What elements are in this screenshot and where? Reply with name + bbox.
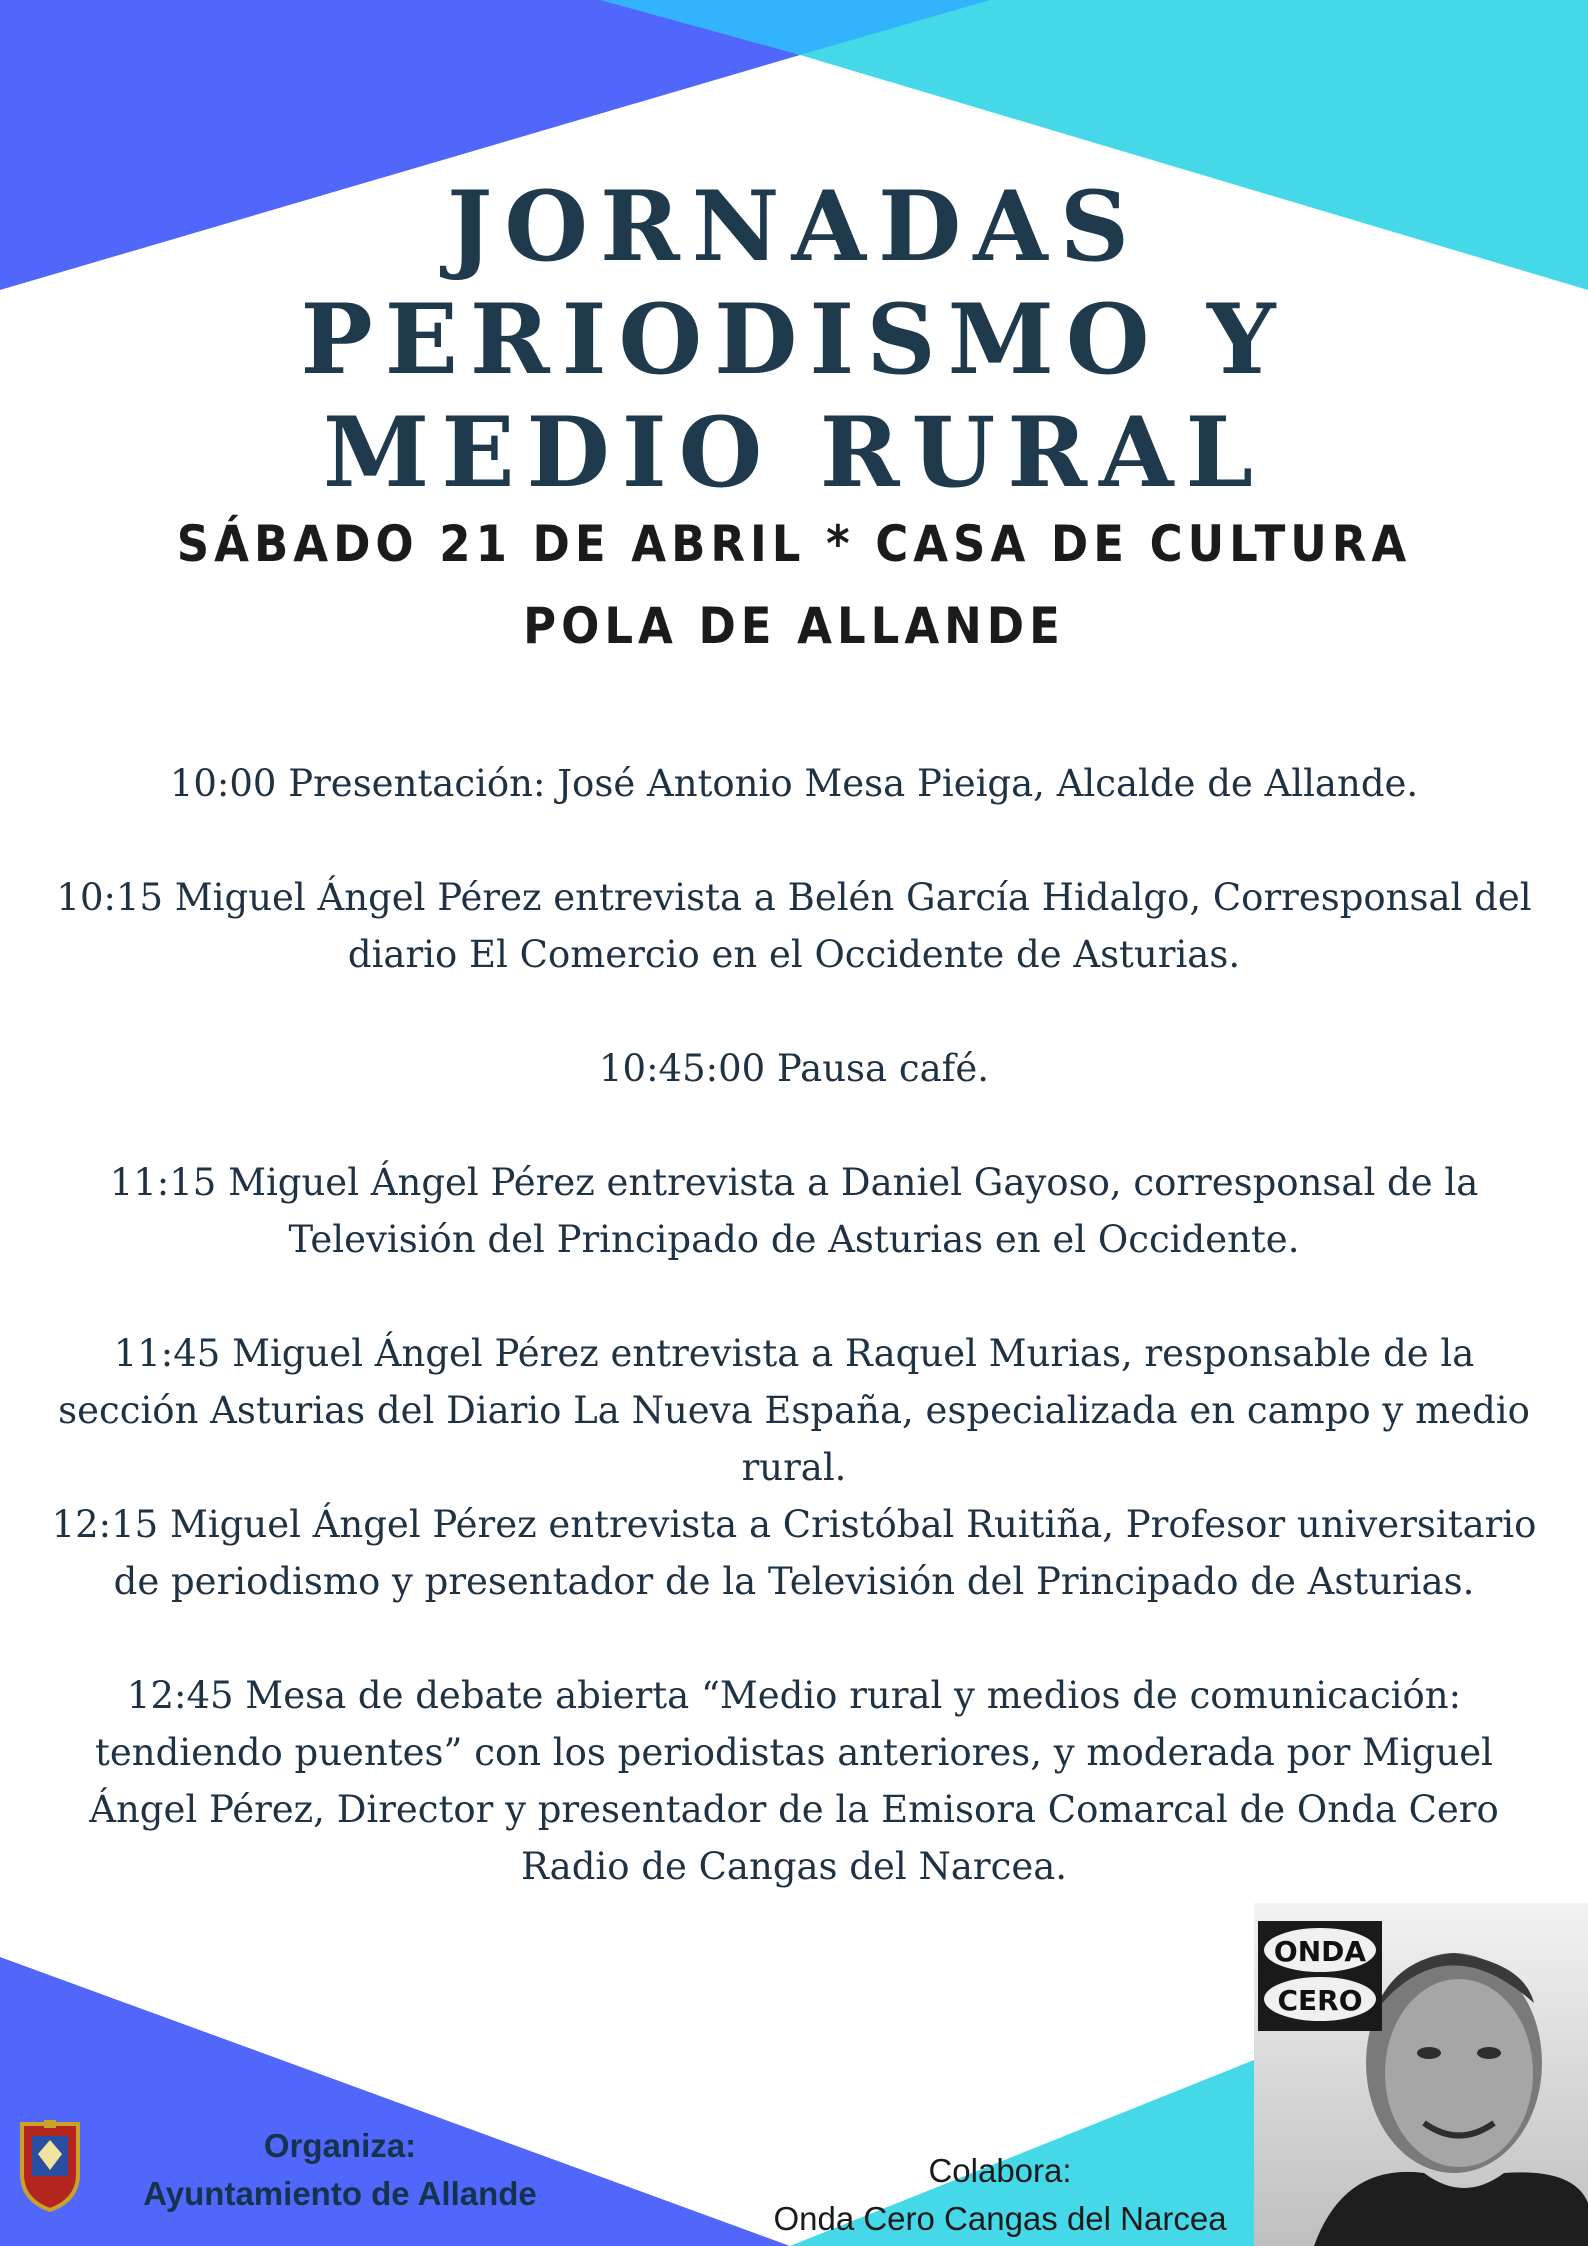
program-line: rural. xyxy=(741,1446,847,1489)
event-title-line-1: JORNADAS xyxy=(446,170,1142,283)
program-line: Radio de Cangas del Narcea. xyxy=(520,1845,1068,1888)
program-line: 11:45 Miguel Ángel Pérez entrevista a Raquel Murias, responsable de la xyxy=(113,1332,1475,1375)
presenter-portrait-photo xyxy=(1254,1903,1588,2246)
event-date-venue: SÁBADO 21 DE ABRIL * CASA DE CULTURA xyxy=(176,515,1412,573)
program-line: 12:15 Miguel Ángel Pérez entrevista a Cristóbal Ruitiña, Profesor universitario xyxy=(51,1503,1537,1546)
program-line: 12:45 Mesa de debate abierta “Medio rural y medios de comunicación: xyxy=(126,1674,1462,1717)
logo-text-cero: CERO xyxy=(1277,1984,1363,2017)
logo-text-onda: ONDA xyxy=(1273,1935,1367,1968)
program-line: 10:45:00 Pausa café. xyxy=(599,1047,989,1090)
program-item xyxy=(10,755,1578,812)
colabora-label: Colabora: xyxy=(928,2152,1072,2189)
program-line: Ángel Pérez, Director y presentador de la Emisora Comarcal de Onda Cero xyxy=(89,1788,1499,1831)
program-schedule xyxy=(10,755,1578,1895)
program-line: 11:15 Miguel Ángel Pérez entrevista a Daniel Gayoso, corresponsal de la xyxy=(109,1161,1479,1204)
program-item xyxy=(10,869,1578,983)
event-location: POLA DE ALLANDE xyxy=(523,597,1065,655)
program-item xyxy=(10,1496,1578,1610)
program-line: diario El Comercio en el Occidente de Asturias. xyxy=(347,933,1241,976)
collaborator-block xyxy=(740,2147,1260,2243)
program-line: 10:00 Presentación: José Antonio Mesa Pieiga, Alcalde de Allande. xyxy=(169,762,1419,805)
program-item xyxy=(10,1667,1578,1895)
program-line: de periodismo y presentador de la Televisión del Principado de Asturias. xyxy=(113,1560,1475,1603)
program-line: sección Asturias del Diario La Nueva España, especializada en campo y medio xyxy=(58,1389,1530,1432)
colabora-name: Onda Cero Cangas del Narcea xyxy=(773,2200,1227,2237)
program-line: tendiendo puentes” con los periodistas anteriores, y moderada por Miguel xyxy=(94,1731,1493,1774)
event-title-line-2: PERIODISMO Y xyxy=(300,283,1288,396)
event-title-line-3: MEDIO RURAL xyxy=(323,396,1265,509)
program-line: 10:15 Miguel Ángel Pérez entrevista a Belén García Hidalgo, Corresponsal del xyxy=(56,876,1532,919)
organiza-name: Ayuntamiento de Allande xyxy=(143,2175,537,2212)
organiza-label: Organiza: xyxy=(263,2127,417,2164)
program-line: Televisión del Principado de Asturias en el Occidente. xyxy=(288,1218,1300,1261)
coat-of-arms-icon xyxy=(16,2120,84,2212)
program-item xyxy=(10,1325,1578,1496)
program-item xyxy=(10,1040,1578,1097)
organizer-block xyxy=(120,2122,560,2218)
program-item xyxy=(10,1154,1578,1268)
